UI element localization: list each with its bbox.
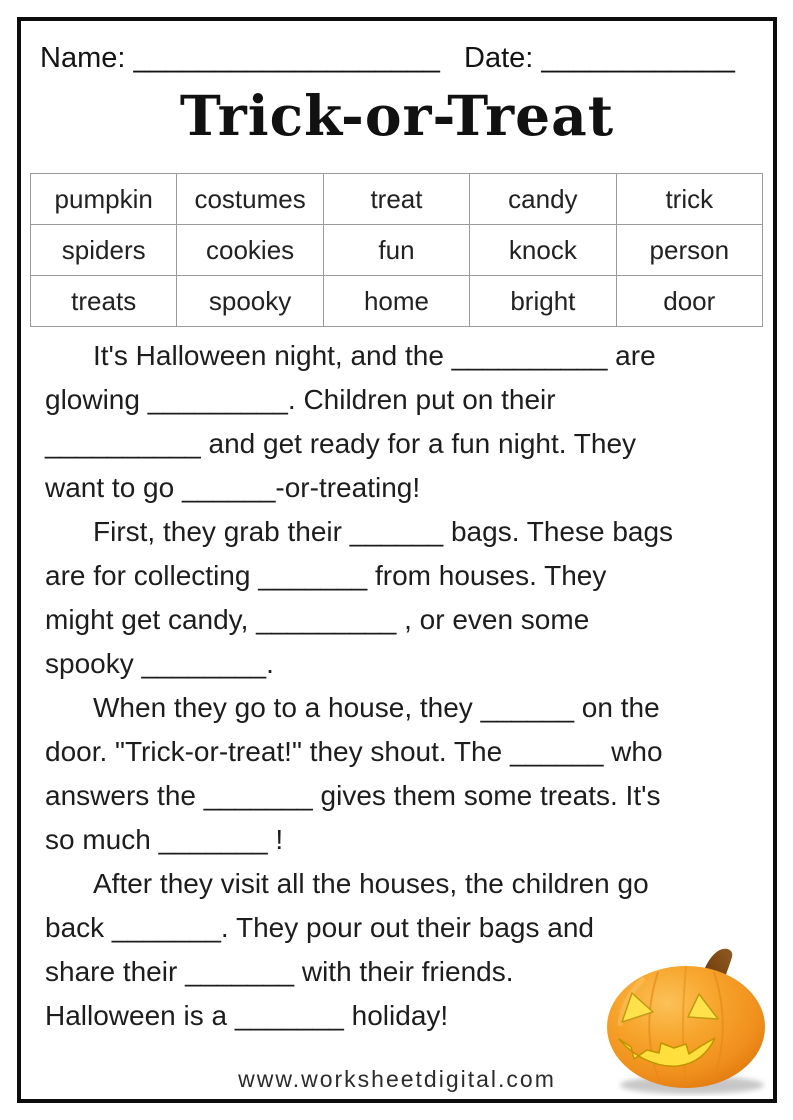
story-line: glowing _________. Children put on their [45,384,556,415]
footer-url: www.worksheetdigital.com [238,1066,556,1092]
word-bank-cell: person [616,225,762,276]
story-line: might get candy, _________ , or even some [45,604,590,635]
story-line: First, they grab their ______ bags. These bags [93,516,674,547]
story-line: door. "Trick-or-treat!" they shout. The ______ who [45,736,663,767]
word-bank-cell: home [323,276,469,327]
story-line: so much _______ ! [45,824,284,855]
name-label: Name: [40,42,126,74]
word-bank-cell: trick [616,174,762,225]
story-line: spooky ________. [45,648,274,679]
story-line: __________ and get ready for a fun night. They [45,428,637,459]
story-line: want to go ______-or-treating! [45,472,421,503]
story-line: It's Halloween night, and the __________ are [93,340,656,371]
date-blank-line: ____________ [541,42,735,74]
word-bank-cell: door [616,276,762,327]
word-bank-cell: knock [470,225,616,276]
story-text [45,334,765,1038]
name-date-row [40,42,735,75]
story-line: are for collecting _______ from houses. They [45,560,607,591]
story-line: back _______. They pour out their bags and [45,912,594,943]
word-bank-cell: treats [31,276,177,327]
word-bank-cell: fun [323,225,469,276]
word-bank-cell: pumpkin [31,174,177,225]
word-bank-row [31,225,763,276]
page-title: Trick-or-Treat [179,83,615,148]
word-bank-row [31,276,763,327]
name-blank-line: ___________________ [133,42,440,74]
word-bank-cell: spooky [177,276,323,327]
word-bank-cell: spiders [31,225,177,276]
word-bank-cell: bright [470,276,616,327]
story-line: Halloween is a _______ holiday! [45,1000,449,1031]
date-label: Date: [464,42,534,74]
story-line: answers the _______ gives them some treats. It's [45,780,661,811]
word-bank-table [30,173,763,327]
word-bank-cell: costumes [177,174,323,225]
story-line: share their _______ with their friends. [45,956,514,987]
word-bank-cell: cookies [177,225,323,276]
story-line: When they go to a house, they ______ on the [93,692,660,723]
word-bank-row [31,174,763,225]
page-border-frame [17,17,777,1103]
word-bank-cell: treat [323,174,469,225]
story-line: After they visit all the houses, the children go [93,868,649,899]
word-bank-cell: candy [470,174,616,225]
